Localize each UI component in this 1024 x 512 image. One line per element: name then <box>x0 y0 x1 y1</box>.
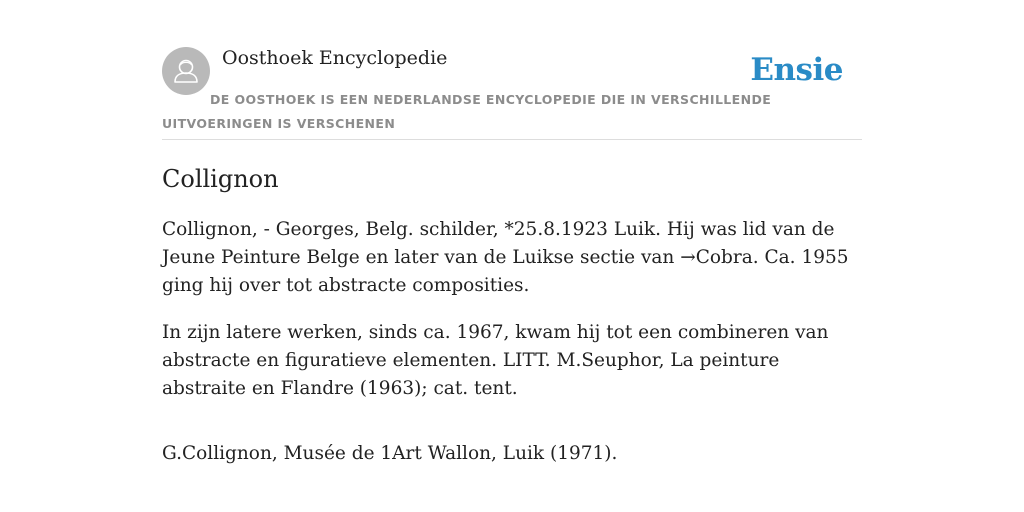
source-name-link[interactable]: Oosthoek Encyclopedie <box>222 47 448 69</box>
article-body <box>162 216 862 487</box>
article-paragraph: In zijn latere werken, sinds ca. 1967, kwam hij tot een combineren van abstracte en figuratieve elementen. LITT. M.Seuphor, La peinture abstraite en Flandre (1963); cat. tent. <box>162 322 829 399</box>
source-description: DE OOSTHOEK IS EEN NEDERLANDSE ENCYCLOPEDIE DIE IN VERSCHILLENDE UITVOERINGEN IS VERSCHENEN <box>162 92 772 131</box>
page-title: Collignon <box>162 165 279 193</box>
article-paragraph: G.Collignon, Musée de 1Art Wallon, Luik (1971). <box>162 443 618 464</box>
source-header <box>162 46 862 140</box>
article-paragraph: Collignon, - Georges, Belg. schilder, *25.8.1923 Luik. Hij was lid van de Jeune Peinture Belge en later van de Luikse sectie van →Cobra. Ca. 1955 ging hij over tot abstracte composities. <box>162 219 849 296</box>
brand-logo-link[interactable]: Ensie <box>750 52 843 88</box>
